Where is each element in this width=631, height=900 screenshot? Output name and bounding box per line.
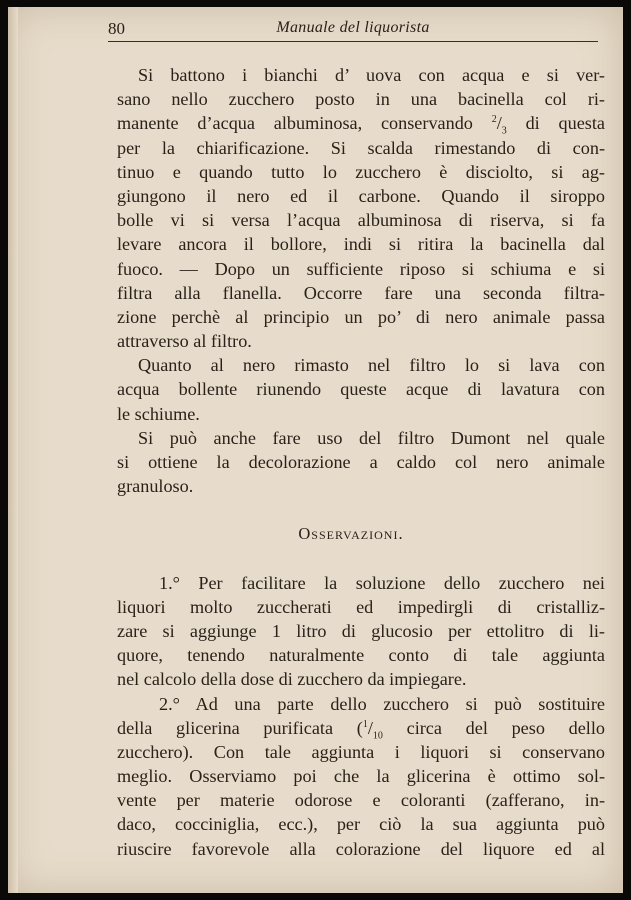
text-line: granuloso. <box>117 476 194 497</box>
text-line: fuoco. — Dopo un sufficiente riposo si schiuma e si <box>117 258 605 279</box>
text-line: meglio. Osserviamo poi che la glicerina è ottimo sol- <box>117 766 605 787</box>
text-line: zione perchè al principio un po’ di nero animale passa <box>117 306 605 327</box>
text-line-fraction: della glicerina purificata ($^1/_{10}$ circa del peso dello <box>117 717 605 740</box>
text-line: si ottiene la decolorazione a caldo col nero animale <box>117 452 605 472</box>
text-line: vente per materie odorose e coloranti (zafferano, in- <box>117 790 605 811</box>
text-line: per la chiarificazione. Si scalda rimestando di con- <box>117 137 605 158</box>
page-number: 80 <box>108 19 125 38</box>
text-line: nel calcolo della dose di zucchero da impiegare. <box>117 669 467 690</box>
page-body <box>117 63 605 861</box>
text-line: attraverso al filtro. <box>117 331 252 352</box>
text-line-fraction: manente d’acqua albuminosa, conservando $^2/_3$ di questa <box>117 113 605 136</box>
text-line: sano nello zucchero posto in una bacinella col ri- <box>117 89 605 110</box>
text-line: Si può anche fare uso del filtro Dumont nel quale <box>138 427 605 448</box>
observation-2 <box>117 692 605 861</box>
section-heading: Osservazioni. <box>298 524 404 544</box>
text-line: riuscire favorevole alla colorazione del liquore ed al <box>117 838 605 859</box>
text-line: liquori molto zuccherati ed impedirgli di cristalliz- <box>117 596 605 617</box>
text-line: tinuo e quando tutto lo zucchero è disciolto, si ag- <box>117 161 605 182</box>
paragraph-1 <box>117 63 605 353</box>
text-line: Quanto al nero rimasto nel filtro lo si lava con <box>138 355 605 376</box>
text-line: giungono il nero ed il carbone. Quando il siroppo <box>117 185 605 206</box>
page-spine-shadow <box>8 7 18 893</box>
text-line: zucchero). Con tale aggiunta i liquori si conservano <box>117 741 605 762</box>
spacer <box>117 547 605 571</box>
text-line: Si battono i bianchi d’ uova con acqua e si ver- <box>138 65 605 85</box>
paragraph-3 <box>117 426 605 499</box>
text-line: 2.° Ad una parte dello zucchero si può sostituire <box>159 693 605 714</box>
text-line: daco, cocciniglia, ecc.), per ciò la sua aggiunta può <box>117 814 605 835</box>
text-line: quore, tenendo naturalmente conto di tale aggiunta <box>117 645 605 666</box>
text-line: 1.° Per facilitare la soluzione dello zucchero nei <box>159 572 605 593</box>
paragraph-2 <box>117 353 605 426</box>
running-title: Manuale del liquorista <box>276 19 430 36</box>
observation-1 <box>117 571 605 692</box>
text-line: levare ancora il bollore, indi si ritira la bacinella dal <box>117 234 605 255</box>
text-line: filtra alla flanella. Occorre fare una seconda filtra- <box>117 282 605 303</box>
text-line: bolle vi si versa l’acqua albuminosa di riserva, si fa <box>117 210 605 231</box>
spacer <box>117 498 605 522</box>
page-header <box>108 15 598 42</box>
text-line: le schiume. <box>117 403 200 424</box>
book-page <box>8 7 623 893</box>
text-line: acqua bollente riunendo queste acque di lavatura con <box>117 379 605 400</box>
text-line: zare si aggiunge 1 litro di glucosio per ettolitro di li- <box>117 620 605 641</box>
